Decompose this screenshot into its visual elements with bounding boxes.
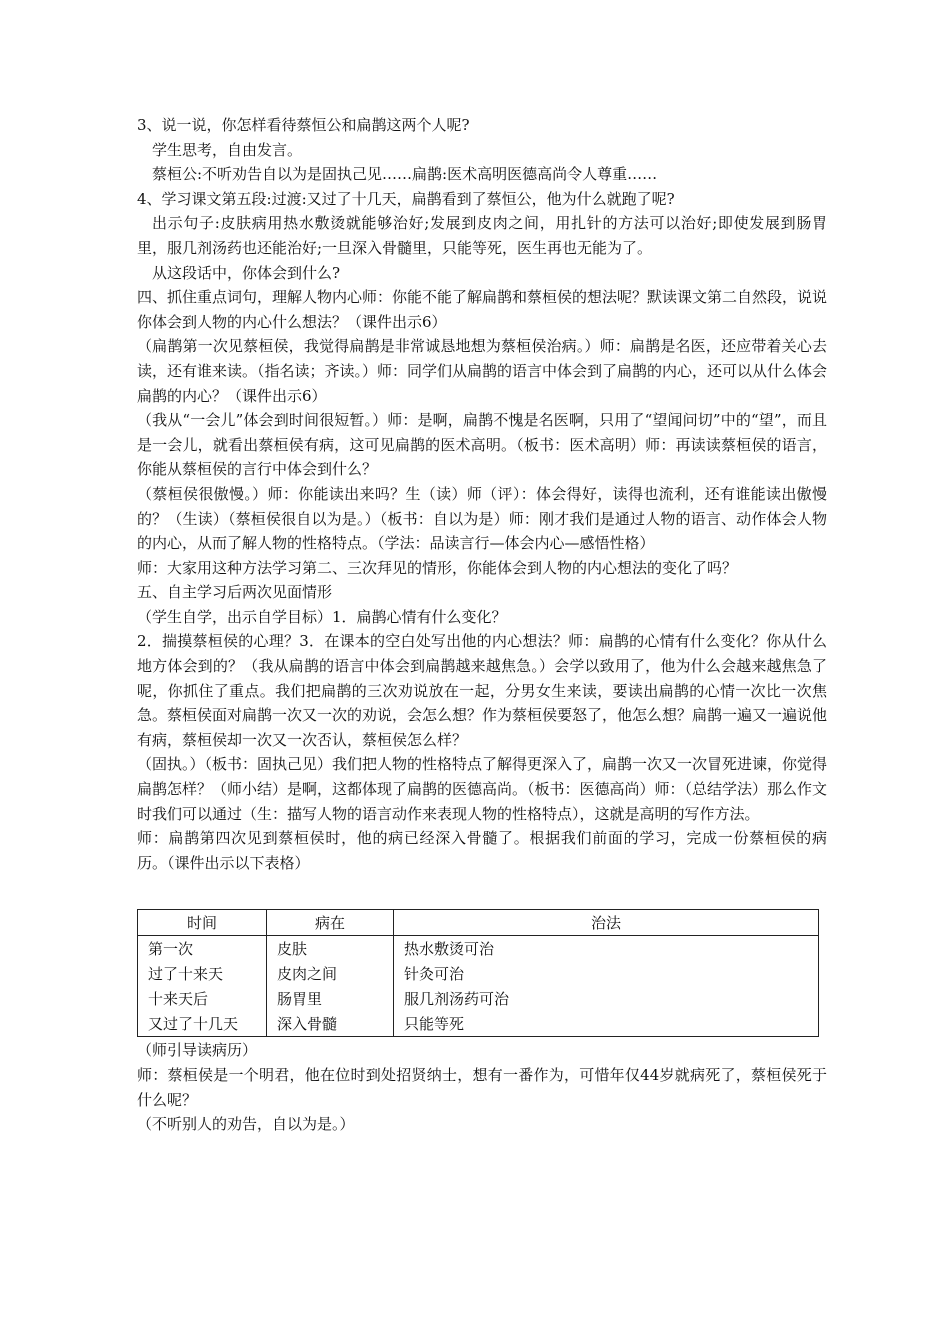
header-treatment: 治法: [394, 910, 819, 936]
table-row: [138, 1011, 819, 1037]
paragraph: 师：蔡桓侯是一个明君，他在位时到处招贤纳士，想有一番作为，可惜年仅44岁就病死了，蔡桓侯死于什么呢？: [137, 1066, 827, 1109]
paragraph: 师：扁鹊第四次见到蔡桓侯时，他的病已经深入骨髓了。根据我们前面的学习，完成一份蔡桓侯的病历。（课件出示以下表格）: [137, 829, 827, 872]
table-row: [138, 961, 819, 986]
paragraph: （扁鹊第一次见蔡桓侯，我觉得扁鹊是非常诚恳地想为蔡桓侯治病。）师：扁鹊是名医，还应带着关心去读，还有谁来读。（指名读；齐读。）师：同学们从扁鹊的语言中体会到了扁鹊的内心，还可以从什么体会扁鹊的内心？（课件出示6）: [137, 337, 828, 405]
header-disease-location: 病在: [267, 910, 394, 936]
cell-time: 过了十来天: [138, 961, 267, 986]
cell-disease-location: 深入骨髓: [267, 1011, 394, 1037]
lesson-text-bottom: [137, 1038, 827, 1136]
paragraph: 四、抓住重点词句，理解人物内心师：你能不能了解扁鹊和蔡桓侯的想法呢？默读课文第二自然段，说说你体会到人物的内心什么想法？（课件出示6）: [137, 288, 828, 331]
cell-time: 十来天后: [138, 986, 267, 1011]
paragraph: 从这段话中，你体会到什么?: [152, 263, 341, 282]
paragraph: 4、学习课文第五段:过渡:又过了十几天，扁鹊看到了蔡恒公，他为什么就跑了呢?: [137, 189, 675, 208]
table-header-row: [138, 910, 819, 936]
paragraph: （不听别人的劝告，自以为是。）: [137, 1115, 355, 1134]
paragraph: 3、说一说，你怎样看待蔡恒公和扁鹊这两个人呢?: [137, 116, 470, 134]
paragraph: （固执。）（板书：固执己见）我们把人物的性格特点了解得更深入了，扁鹊一次又一次冒死进谏，你觉得扁鹊怎样？（师小结）是啊，这都体现了扁鹊的医德高尚。（板书：医德高尚）师：（总结学法）那么作文时我们可以通过（生：描写人物的语言动作来表现人物的性格特点），这就是高明的写作方法。: [137, 755, 828, 823]
medical-record-table: [137, 909, 819, 1037]
header-time: 时间: [138, 910, 267, 936]
cell-treatment: 服几剂汤药可治: [394, 986, 819, 1011]
table-row: [138, 936, 819, 962]
cell-treatment: 针灸可治: [394, 961, 819, 986]
table-row: [138, 986, 819, 1011]
lesson-text-top: [137, 113, 827, 875]
paragraph: （师引导读病历）: [137, 1041, 258, 1060]
cell-time: 又过了十几天: [138, 1011, 267, 1037]
paragraph: （蔡桓侯很傲慢。）师：你能读出来吗？生（读）师（评）：体会得好，读得也流利，还有谁能读出傲慢的？（生读）（蔡桓侯很自以为是。）（板书：自以为是）师：刚才我们是通过人物的语言、动作体会人物的内心，从而了解人物的性格特点。（学法：品读言行—体会内心—感悟性格）: [137, 484, 827, 553]
paragraph: 2．揣摸蔡桓侯的心理？3．在课本的空白处写出他的内心想法？师：扁鹊的心情有什么变化？你从什么地方体会到的？（我从扁鹊的语言中体会到扁鹊越来越焦急。）会学以致用了，他为什么会越来越焦急了呢，你抓住了重点。我们把扁鹊的三次劝说放在一起，分男女生来读，要读出扁鹊的心情一次比一次焦急。蔡桓侯面对扁鹊一次又一次的劝说，会怎么想？作为蔡桓侯要怒了，他怎么想？扁鹊一遍又一遍说他有病，蔡桓侯却一次又一次否认，蔡桓侯怎么样？: [137, 632, 828, 749]
cell-treatment: 热水敷烫可治: [394, 936, 819, 962]
cell-time: 第一次: [138, 936, 267, 962]
paragraph: 学生思考，自由发言。: [152, 140, 303, 159]
paragraph: （我从“一会儿”体会到时间很短暂。）师：是啊，扁鹊不愧是名医啊，只用了“望闻问切”中的“望”，而且是一会儿，就看出蔡桓侯有病，这可见扁鹊的医术高明。（板书：医术高明）师：再读读蔡桓侯的语言，你能从蔡桓侯的言行中体会到什么？: [137, 411, 827, 479]
paragraph: 蔡桓公:不听劝告自以为是固执己见……扁鹊:医术高明医德高尚令人尊重……: [152, 165, 658, 184]
paragraph: 出示句子:皮肤病用热水敷烫就能够治好;发展到皮肉之间，用扎针的方法可以治好;即使发展到肠胃里，服几剂汤药也还能治好;一旦深入骨髓里，只能等死，医生再也无能为了。: [137, 214, 827, 257]
cell-disease-location: 皮肤: [267, 936, 394, 962]
paragraph: 五、自主学习后两次见面情形: [137, 583, 333, 602]
cell-disease-location: 肠胃里: [267, 986, 394, 1011]
cell-disease-location: 皮肉之间: [267, 961, 394, 986]
cell-treatment: 只能等死: [394, 1011, 819, 1037]
paragraph: （学生自学，出示自学目标）1．扁鹊心情有什么变化？: [137, 607, 507, 626]
document-body: [137, 113, 827, 1137]
paragraph: 师：大家用这种方法学习第二、三次拜见的情形，你能体会到人物的内心想法的变化了吗？: [137, 558, 738, 577]
